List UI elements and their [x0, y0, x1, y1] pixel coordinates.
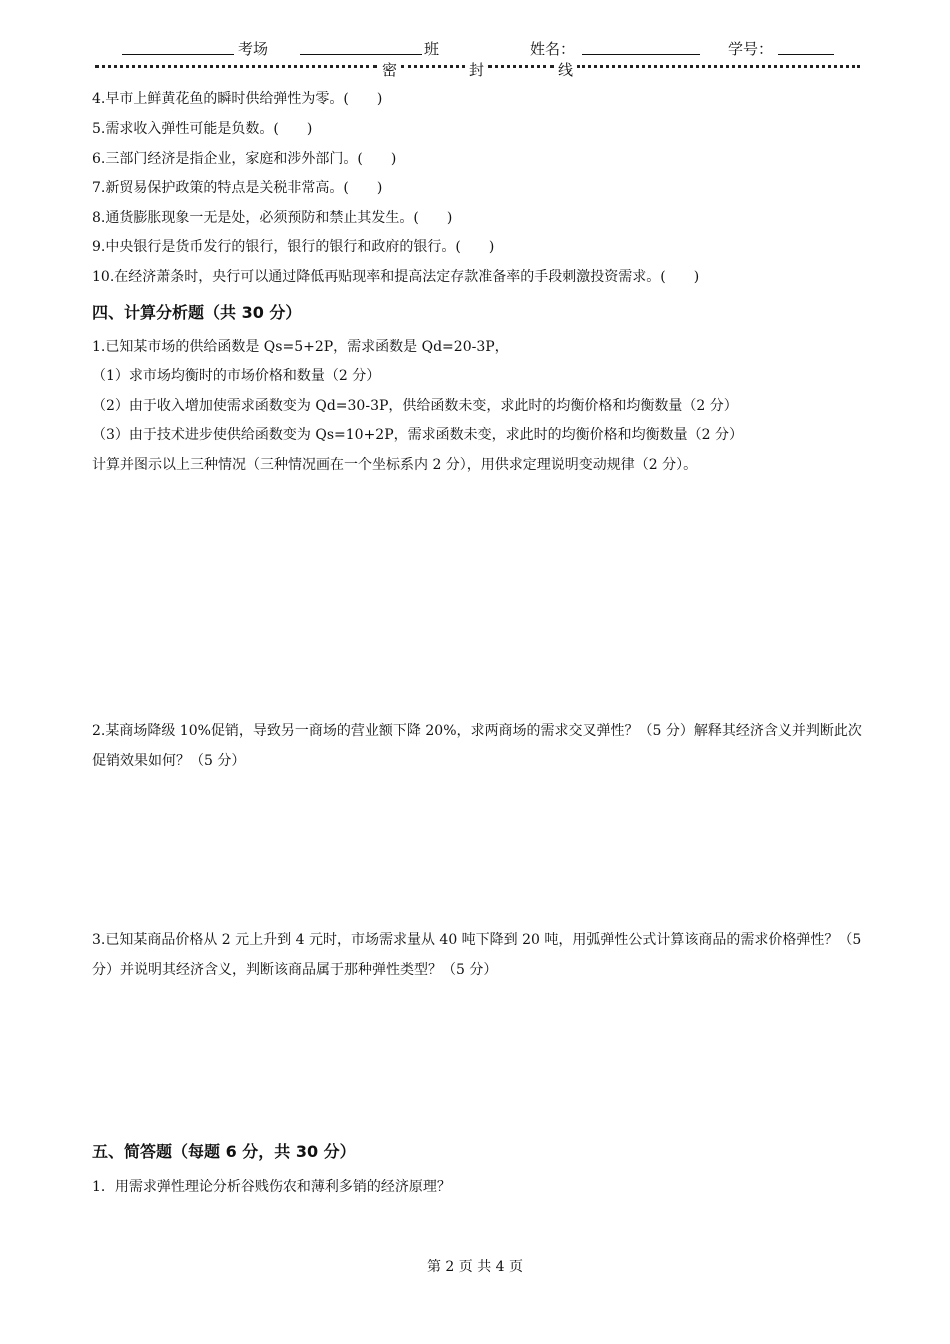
- seal-line: [95, 62, 860, 82]
- name-label: 姓名：: [530, 40, 576, 58]
- tf-item-9: 9.中央银行是货币发行的银行，银行的银行和政府的银行。( ): [92, 239, 495, 255]
- tf-item-4: 4.早市上鲜黄花鱼的瞬时供给弹性为零。( ): [92, 91, 383, 107]
- q1-part-2: （2）由于收入增加使需求函数变为 Qd=30-3P，供给函数未变，求此时的均衡价格和均衡数量（2 分）: [92, 398, 738, 414]
- class-label: 班: [424, 40, 440, 58]
- tf-item-8: 8.通货膨胀现象一无是处，必须预防和禁止其发生。( ): [92, 210, 453, 226]
- dotted-segment: [488, 65, 554, 68]
- dotted-segment: [401, 65, 465, 68]
- tf-item-6: 6.三部门经济是指企业，家庭和涉外部门。( ): [92, 151, 397, 167]
- q2-text: 2.某商场降级 10%促销，导致另一商场的营业额下降 20%，求两商场的需求交叉弹性？（5 分）解释其经济含义并判断此次促销效果如何？（5 分）: [92, 723, 862, 769]
- q3-text: 3.已知某商品价格从 2 元上升到 4 元时，市场需求量从 40 吨下降到 20 吨，用弧弹性公式计算该商品的需求价格弹性？（5 分）并说明其经济含义，判断该商品属于那种弹性类型？（5 分）: [92, 932, 862, 978]
- q1-stem: 1.已知某市场的供给函数是 Qs=5+2P，需求函数是 Qd=20-3P，: [92, 339, 509, 355]
- q1-part-3: （3）由于技术进步使供给函数变为 Qs=10+2P，需求函数未变，求此时的均衡价格和均衡数量（2 分）: [92, 427, 743, 443]
- seal-mi: 密: [382, 61, 398, 79]
- tf-item-5: 5.需求收入弹性可能是负数。( ): [92, 121, 313, 137]
- section-4-title: 四、计算分析题（共 30 分）: [92, 303, 302, 322]
- exam-room-label: 考场: [238, 40, 269, 58]
- q1-tail: 计算并图示以上三种情况（三种情况画在一个坐标系内 2 分），用供求定理说明变动规律（2 分）。: [92, 457, 698, 473]
- student-id-blank: [778, 54, 834, 55]
- tf-item-10: 10.在经济萧条时，央行可以通过降低再贴现率和提高法定存款准备率的手段刺激投资需求。( ): [92, 269, 700, 285]
- exam-room-blank: [122, 54, 234, 55]
- class-blank: [300, 54, 422, 55]
- dotted-segment: [577, 65, 860, 68]
- student-id-label: 学号：: [728, 40, 774, 58]
- seal-xian: 线: [558, 61, 574, 79]
- seal-feng: 封: [469, 61, 485, 79]
- section-5-title: 五、简答题（每题 6 分，共 30 分）: [92, 1142, 356, 1161]
- page-footer: 第 2 页 共 4 页: [426, 1259, 524, 1275]
- s5-q1: 1．用需求弹性理论分析谷贱伤农和薄利多销的经济原理？: [92, 1179, 451, 1195]
- dotted-segment: [95, 65, 377, 68]
- name-blank: [582, 54, 700, 55]
- tf-item-7: 7.新贸易保护政策的特点是关税非常高。( ): [92, 180, 383, 196]
- q1-part-1: （1）求市场均衡时的市场价格和数量（2 分）: [92, 368, 381, 384]
